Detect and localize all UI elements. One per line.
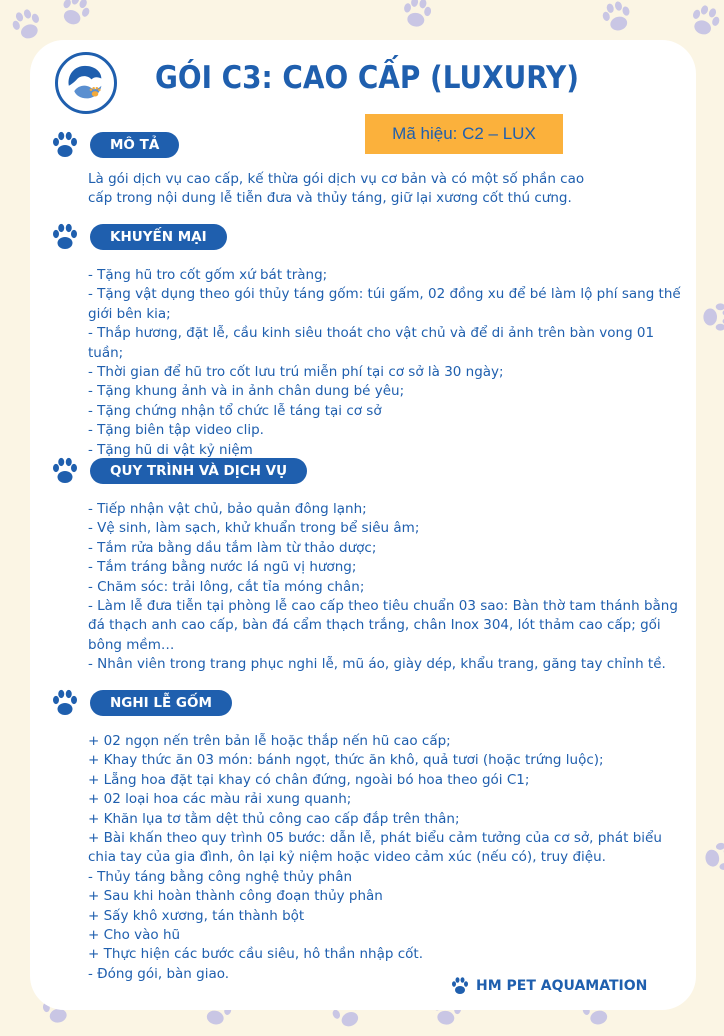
bg-paw-icon (683, 0, 724, 43)
paw-icon (50, 130, 80, 160)
section-title: KHUYẾN MẠI (90, 224, 227, 250)
list-item: - Tắm rửa bằng dầu tắm làm từ thảo dược; (88, 539, 377, 556)
package-code-badge: Mã hiệu: C2 – LUX (365, 114, 563, 154)
list-item: + Khay thức ăn 03 món: bánh ngọt, thức ăn khô, quả tươi (hoặc trứng luộc); (88, 752, 604, 769)
paw-icon (50, 456, 80, 486)
bg-paw-icon (397, 0, 436, 33)
paw-icon (50, 222, 80, 252)
list-item: + 02 loại hoa các màu rải xung quanh; (88, 791, 352, 808)
list-item: + Lẵng hoa đặt tại khay có chân đứng, ngoài bó hoa theo gói C1; (88, 771, 530, 788)
bg-paw-icon (596, 0, 638, 38)
footer-brand (450, 975, 647, 997)
section-title: NGHI LỄ GỐM (90, 690, 232, 716)
list-item: - Tặng chứng nhận tổ chức lễ táng tại cơ sở (88, 402, 382, 419)
list-item: - Tắm tráng bằng nước lá ngũ vị hương; (88, 559, 357, 576)
list-item: - Tặng biên tập video clip. (88, 422, 264, 439)
list-item: - Chăm sóc: trải lông, cắt tỉa móng chân; (88, 578, 365, 595)
page-title: GÓI C3: CAO CẤP (LUXURY) (155, 60, 579, 96)
list-item: - Làm lễ đưa tiễn tại phòng lễ cao cấp theo tiêu chuẩn 03 sao: Bàn thờ tam thánh bằng đá thạch anh cao cấp, bàn đá cẩm thạch trắng, chân Inox 304, lót thảm cao cấp; gối bông mềm… (88, 598, 678, 653)
list-item: + Sau khi hoàn thành công đoạn thủy phân (88, 888, 383, 905)
bg-paw-icon (52, 0, 97, 34)
list-item: - Vệ sinh, làm sạch, khử khuẩn trong bể siêu âm; (88, 520, 420, 537)
section-title: QUY TRÌNH VÀ DỊCH VỤ (90, 458, 307, 484)
list-item: - Nhân viên trong trang phục nghi lễ, mũ áo, giày dép, khẩu trang, găng tay chỉnh tề. (88, 656, 666, 673)
list-item: + Bài khấn theo quy trình 05 bước: dẫn lễ, phát biểu cảm tưởng của cơ sở, phát biểu chia tay của gia đình, ôn lại kỷ niệm hoặc video cảm xúc (nếu có), truy điệu. (88, 830, 662, 866)
list-item: - Tặng khung ảnh và in ảnh chân dung bé yêu; (88, 383, 405, 400)
list-item: + Cho vào hũ (88, 927, 181, 944)
list-item: - Đóng gói, bàn giao. (88, 965, 230, 982)
description-paragraph: Là gói dịch vụ cao cấp, kế thừa gói dịch vụ cơ bản và có một số phần cao cấp trong nội dung lễ tiễn đưa và thủy táng, giữ lại xương cốt thú cưng. (88, 171, 585, 207)
bg-paw-icon (699, 837, 724, 876)
list-item: - Tặng vật dụng theo gói thủy táng gốm: túi gấm, 02 đồng xu để bé làm lộ phí sang thế giới bên kia; (88, 286, 681, 322)
list-item: + Khăn lụa tơ tằm dệt thủ công cao cấp đắp trên thân; (88, 810, 460, 827)
list-item: - Tặng hũ tro cốt gốm xứ bát tràng; (88, 267, 328, 283)
paw-icon (450, 976, 470, 996)
list-item: - Thắp hương, đặt lễ, cầu kinh siêu thoát cho vật chủ và để di ảnh trên bàn vong 01 tuần; (88, 325, 655, 361)
list-item: - Tiếp nhận vật chủ, bảo quản đông lạnh; (88, 501, 367, 517)
list-item: - Thủy táng bằng công nghệ thủy phân (88, 868, 353, 885)
process-list (88, 500, 688, 675)
list-item: + 02 ngọn nến trên bản lễ hoặc thắp nến hũ cao cấp; (88, 733, 451, 749)
bg-paw-icon (5, 3, 49, 47)
promotion-list (88, 266, 688, 460)
hm-pet-logo-icon (55, 52, 117, 114)
list-item: - Tặng hũ di vật kỷ niệm (88, 441, 253, 458)
list-item: - Thời gian để hũ tro cốt lưu trú miễn phí tại cơ sở là 30 ngày; (88, 364, 504, 381)
ceremony-list (88, 732, 688, 984)
paw-icon (50, 688, 80, 718)
footer-brand-label: HM PET AQUAMATION (476, 978, 648, 994)
list-item: + Thực hiện các bước cầu siêu, hô thần nhập cốt. (88, 946, 424, 963)
list-item: + Sấy khô xương, tán thành bột (88, 907, 305, 924)
bg-paw-icon (700, 300, 724, 334)
section-title: MÔ TẢ (90, 132, 179, 158)
